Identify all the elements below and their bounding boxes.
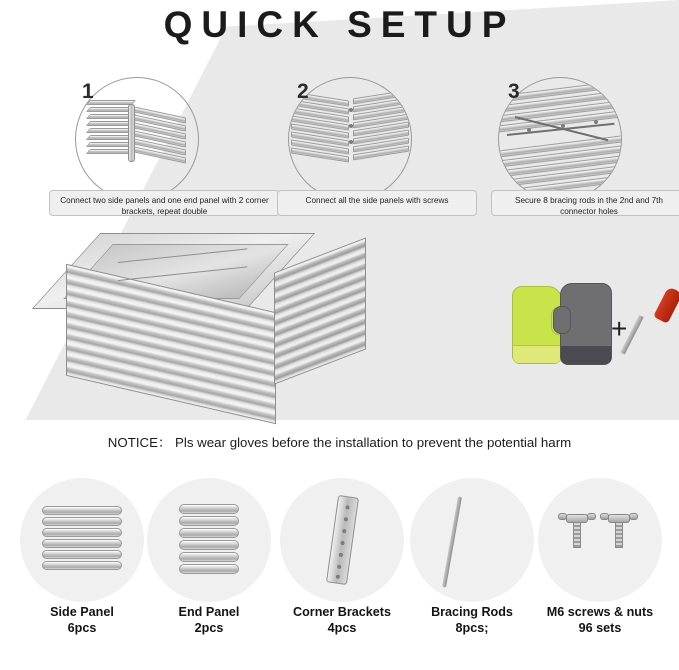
part-corner-brackets-qty: 4pcs: [327, 621, 357, 635]
page-title: QUICK SETUP: [163, 4, 516, 45]
step-1-caption: Connect two side panels and one end panel with 2 corner brackets, repeat double: [49, 190, 280, 216]
step-2-caption: Connect all the side panels with screws: [277, 190, 477, 216]
part-side-panel-label: Side Panel: [50, 605, 114, 619]
screwdriver-icon: [636, 288, 676, 362]
step-3-number: 3: [508, 80, 520, 103]
part-screws-nuts-qty: 96 sets: [578, 621, 622, 635]
bracing-rod-icon: [410, 478, 534, 602]
screw-nut-icon: [538, 478, 662, 602]
assembled-raised-garden-bed: [58, 228, 368, 428]
grey-glove-icon: [560, 283, 612, 365]
tools-group: [508, 280, 673, 375]
step-2: [285, 72, 470, 217]
part-end-panel-label: End Panel: [178, 605, 240, 619]
notice-text: NOTICE： Pls wear gloves before the installation to prevent the potential harm: [107, 435, 572, 450]
corner-bracket-icon: [280, 478, 404, 602]
side-panel-stack-icon: [20, 478, 144, 602]
parts-list: [0, 478, 679, 658]
part-bracing-rods-label: Bracing Rods: [431, 605, 513, 619]
step-2-number: 2: [297, 80, 309, 103]
part-screws-nuts-label: M6 screws & nuts: [546, 605, 654, 619]
part-corner-brackets-label: Corner Brackets: [293, 605, 391, 619]
part-bracing-rods-qty: 8pcs;: [455, 621, 489, 635]
corner-bracket: [128, 104, 135, 162]
step-1: [60, 72, 269, 217]
step-1-number: 1: [82, 80, 94, 103]
step-3-caption: Secure 8 bracing rods in the 2nd and 7th connector holes: [491, 190, 679, 216]
part-side-panel-qty: 6pcs: [67, 621, 97, 635]
plus-symbol: +: [611, 313, 628, 344]
end-panel-stack-icon: [147, 478, 271, 602]
step-3: [495, 72, 679, 217]
part-end-panel-qty: 2pcs: [194, 621, 224, 635]
